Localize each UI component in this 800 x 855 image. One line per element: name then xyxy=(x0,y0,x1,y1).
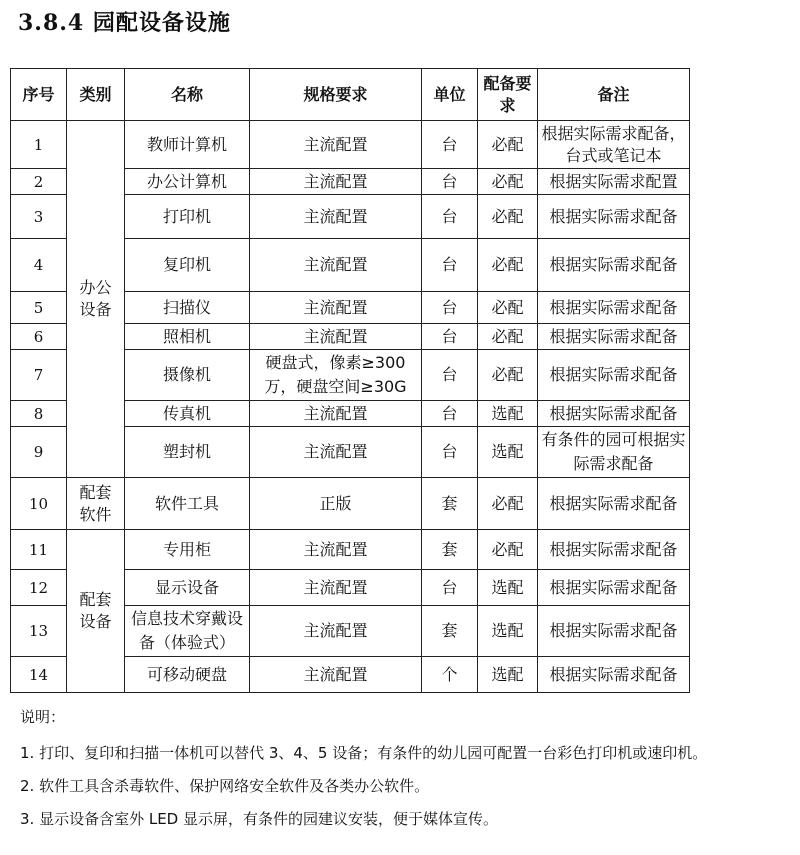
cell-remarks: 根据实际需求配备 xyxy=(538,570,690,606)
cell-required: 必配 xyxy=(478,530,538,570)
cell-required: 必配 xyxy=(478,169,538,195)
table-row xyxy=(11,121,690,169)
cell-seq: 1 xyxy=(11,121,67,169)
cell-unit: 台 xyxy=(422,324,478,350)
cell-name: 办公计算机 xyxy=(125,169,250,195)
cell-name: 专用柜 xyxy=(125,530,250,570)
cell-spec: 主流配置 xyxy=(250,427,422,478)
cell-name: 照相机 xyxy=(125,324,250,350)
cell-spec: 主流配置 xyxy=(250,401,422,427)
note-item: 1. 打印、复印和扫描一体机可以替代 3、4、5 设备；有条件的幼儿园可配置一台彩色打印机或速印机。 xyxy=(20,744,708,762)
cell-spec: 主流配置 xyxy=(250,195,422,239)
cell-remarks: 根据实际需求配备 xyxy=(538,292,690,324)
header-category: 类别 xyxy=(67,69,125,121)
cell-remarks: 根据实际需求配备 xyxy=(538,401,690,427)
cell-unit: 台 xyxy=(422,350,478,401)
cell-name: 传真机 xyxy=(125,401,250,427)
cell-remarks: 根据实际需求配备 xyxy=(538,239,690,292)
cell-unit: 台 xyxy=(422,169,478,195)
cell-required: 必配 xyxy=(478,324,538,350)
cell-required: 选配 xyxy=(478,570,538,606)
cell-seq: 10 xyxy=(11,478,67,530)
cell-name: 教师计算机 xyxy=(125,121,250,169)
cell-seq: 11 xyxy=(11,530,67,570)
cell-required: 选配 xyxy=(478,427,538,478)
cell-seq: 12 xyxy=(11,570,67,606)
notes-title: 说明： xyxy=(20,708,66,726)
cell-name: 塑封机 xyxy=(125,427,250,478)
cell-seq: 5 xyxy=(11,292,67,324)
cell-seq: 2 xyxy=(11,169,67,195)
cell-required: 必配 xyxy=(478,195,538,239)
table-row xyxy=(11,478,690,530)
cell-required: 必配 xyxy=(478,292,538,324)
cell-spec: 硬盘式，像素≥300万，硬盘空间≥30G xyxy=(250,350,422,401)
cell-name: 打印机 xyxy=(125,195,250,239)
cell-required: 必配 xyxy=(478,121,538,169)
equipment-table xyxy=(10,68,690,693)
cell-name: 可移动硬盘 xyxy=(125,657,250,693)
table-row xyxy=(11,530,690,570)
cell-seq: 9 xyxy=(11,427,67,478)
page-title: 3.8.4 园配设备设施 xyxy=(18,10,231,36)
header-spec: 规格要求 xyxy=(250,69,422,121)
note-item: 3. 显示设备含室外 LED 显示屏，有条件的园建议安装，便于媒体宣传。 xyxy=(20,810,499,828)
cell-remarks: 根据实际需求配备 xyxy=(538,606,690,657)
notes-section xyxy=(20,706,707,842)
cell-required: 必配 xyxy=(478,239,538,292)
cell-unit: 套 xyxy=(422,478,478,530)
table-header-row xyxy=(11,69,690,121)
cell-remarks: 根据实际需求配备 xyxy=(538,350,690,401)
cell-remarks: 根据实际需求配备，台式或笔记本 xyxy=(538,121,690,169)
cell-seq: 6 xyxy=(11,324,67,350)
cell-unit: 台 xyxy=(422,401,478,427)
header-remarks: 备注 xyxy=(538,69,690,121)
cell-required: 选配 xyxy=(478,606,538,657)
cell-name: 信息技术穿戴设备（体验式） xyxy=(125,606,250,657)
cell-name: 显示设备 xyxy=(125,570,250,606)
cell-unit: 套 xyxy=(422,530,478,570)
header-required: 配备要求 xyxy=(478,69,538,121)
cell-unit: 台 xyxy=(422,121,478,169)
cell-seq: 13 xyxy=(11,606,67,657)
cell-spec: 主流配置 xyxy=(250,657,422,693)
cell-unit: 个 xyxy=(422,657,478,693)
cell-unit: 台 xyxy=(422,570,478,606)
cell-unit: 台 xyxy=(422,195,478,239)
cell-unit: 台 xyxy=(422,239,478,292)
header-seq: 序号 xyxy=(11,69,67,121)
cell-name: 扫描仪 xyxy=(125,292,250,324)
cell-unit: 台 xyxy=(422,292,478,324)
note-item: 2. 软件工具含杀毒软件、保护网络安全软件及各类办公软件。 xyxy=(20,777,430,795)
cell-spec: 主流配置 xyxy=(250,324,422,350)
category-support: 配套 设备 xyxy=(67,530,125,693)
cell-spec: 主流配置 xyxy=(250,530,422,570)
cell-spec: 主流配置 xyxy=(250,239,422,292)
cell-seq: 14 xyxy=(11,657,67,693)
cell-remarks: 根据实际需求配备 xyxy=(538,324,690,350)
cell-spec: 主流配置 xyxy=(250,169,422,195)
cell-required: 必配 xyxy=(478,350,538,401)
cell-spec: 主流配置 xyxy=(250,292,422,324)
cell-name: 软件工具 xyxy=(125,478,250,530)
cell-unit: 套 xyxy=(422,606,478,657)
cell-remarks: 根据实际需求配置 xyxy=(538,169,690,195)
cell-seq: 7 xyxy=(11,350,67,401)
cell-remarks: 根据实际需求配备 xyxy=(538,478,690,530)
cell-spec: 正版 xyxy=(250,478,422,530)
cell-name: 复印机 xyxy=(125,239,250,292)
category-software: 配套 软件 xyxy=(67,478,125,530)
cell-remarks: 有条件的园可根据实际需求配备 xyxy=(538,427,690,478)
cell-required: 选配 xyxy=(478,657,538,693)
cell-spec: 主流配置 xyxy=(250,570,422,606)
cell-remarks: 根据实际需求配备 xyxy=(538,530,690,570)
cell-seq: 8 xyxy=(11,401,67,427)
cell-required: 必配 xyxy=(478,478,538,530)
cell-remarks: 根据实际需求配备 xyxy=(538,657,690,693)
cell-required: 选配 xyxy=(478,401,538,427)
cell-spec: 主流配置 xyxy=(250,606,422,657)
cell-seq: 4 xyxy=(11,239,67,292)
header-unit: 单位 xyxy=(422,69,478,121)
cell-name: 摄像机 xyxy=(125,350,250,401)
cell-unit: 台 xyxy=(422,427,478,478)
cell-spec: 主流配置 xyxy=(250,121,422,169)
cell-seq: 3 xyxy=(11,195,67,239)
category-office: 办公 设备 xyxy=(67,121,125,478)
header-name: 名称 xyxy=(125,69,250,121)
cell-remarks: 根据实际需求配备 xyxy=(538,195,690,239)
